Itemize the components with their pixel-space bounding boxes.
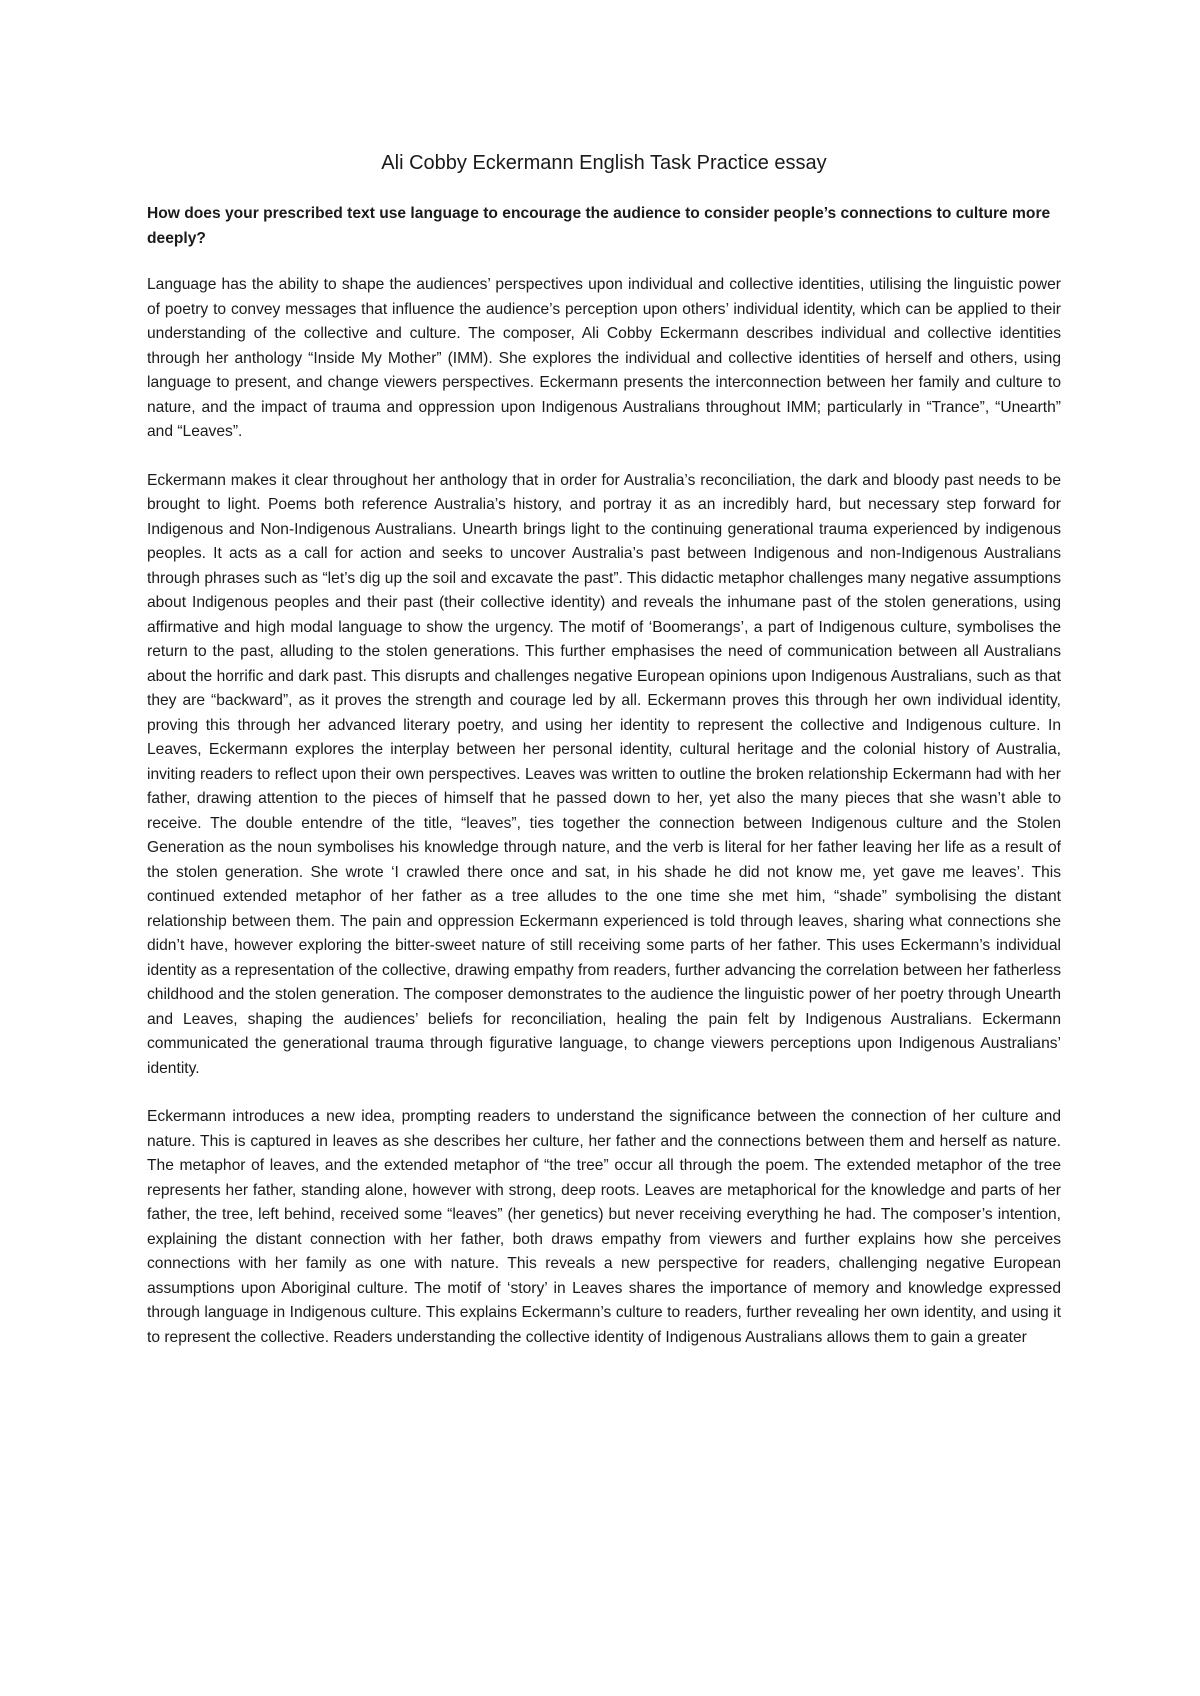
essay-question: How does your prescribed text use language to encourage the audience to consider people’s connections to culture more deeply?: [147, 205, 1051, 247]
paragraph-body-1: Eckermann makes it clear throughout her anthology that in order for Australia’s reconciliation, the dark and bloody past needs to be brought to light. Poems both reference Australia’s history, and portray it as an incredibly hard, but necessary step forward for Indigenous and Non-Indigenous Australians. Unearth brings light to the continuing generational trauma experienced by indigenous peoples. It acts as a call for action and seeks to uncover Australia’s past between Indigenous and non-Indigenous Australians through phrases such as “let’s dig up the soil and excavate the past”. This didactic metaphor challenges many negative assumptions about Indigenous peoples and their past (their collective identity) and reveals the inhumane past of the stolen generations, using affirmative and high modal language to show the urgency. The motif of ‘Boomerangs’, a part of Indigenous culture, symbolises the return to the past, alluding to the stolen generations. This further emphasises the need of communication between all Australians about the horrific and dark past. This disrupts and challenges negative European opinions upon Indigenous Australians, such as that they are “backward”, as it proves the strength and courage led by all. Eckermann proves this through her own individual identity, proving this through her advanced literary poetry, and using her identity to represent the collective and Indigenous culture. In Leaves, Eckermann explores the interplay between her personal identity, cultural heritage and the colonial history of Australia, inviting readers to reflect upon their own perspectives. Leaves was written to outline the broken relationship Eckermann had with her father, drawing attention to the pieces of himself that he passed down to her, yet also the many pieces that she wasn’t able to receive. The double entendre of the title, “leaves”, ties together the connection between Indigenous culture and the Stolen Generation as the noun symbolises his knowledge through nature, and the verb is literal for her father leaving her life as a result of the stolen generation. She wrote ‘I crawled there once and sat, in his shade he did not know me, yet gave me leaves’. This continued extended metaphor of her father as a tree alludes to the one time she met him, “shade” symbolising the distant relationship between them. The pain and oppression Eckermann experienced is told through leaves, sharing what connections she didn’t have, however exploring the bitter-sweet nature of still receiving some parts of her father. This uses Eckermann’s individual identity as a representation of the collective, drawing empathy from readers, further advancing the correlation between her fatherless childhood and the stolen generation. The composer demonstrates to the audience the linguistic power of her poetry through Unearth and Leaves, shaping the audiences’ beliefs for reconciliation, healing the pain felt by Indigenous Australians. Eckermann communicated the generational trauma through figurative language, to change viewers perceptions upon Indigenous Australians’ identity.: [147, 471, 1061, 1077]
document-body: [147, 150, 1061, 1374]
paragraph-introduction: Language has the ability to shape the audiences’ perspectives upon individual and collective identities, utilising the linguistic power of poetry to convey messages that influence the audience’s perception upon others’ individual identity, which can be applied to their understanding of the collective and culture. The composer, Ali Cobby Eckermann describes individual and collective identities through her anthology “Inside My Mother” (IMM). She explores the individual and collective identities of herself and others, using language to present, and change viewers perspectives. Eckermann presents the interconnection between her family and culture to nature, and the impact of trauma and oppression upon Indigenous Australians throughout IMM; particularly in “Trance”, “Unearth” and “Leaves”.: [147, 276, 1061, 440]
paragraph-body-2: Eckermann introduces a new idea, prompting readers to understand the significance between the connection of her culture and nature. This is captured in leaves as she describes her culture, her father and the connections between them and herself as nature. The metaphor of leaves, and the extended metaphor of “the tree” occur all through the poem. The extended metaphor of the tree represents her father, standing alone, however with strong, deep roots. Leaves are metaphorical for the knowledge and parts of her father, the tree, left behind, received some “leaves” (her genetics) but never receiving everything he had. The composer’s intention, explaining the distant connection with her father, both draws empathy from viewers and further explains how she perceives connections with her family as one with nature. This reveals a new perspective for readers, challenging negative European assumptions upon Aboriginal culture. The motif of ‘story’ in Leaves shares the importance of memory and knowledge expressed through language in Indigenous culture. This explains Eckermann’s culture to readers, further revealing her own identity, and using it to represent the collective. Readers understanding the collective identity of Indigenous Australians allows them to gain a greater: [147, 1108, 1061, 1346]
document-title: Ali Cobby Eckermann English Task Practice essay: [381, 152, 827, 174]
